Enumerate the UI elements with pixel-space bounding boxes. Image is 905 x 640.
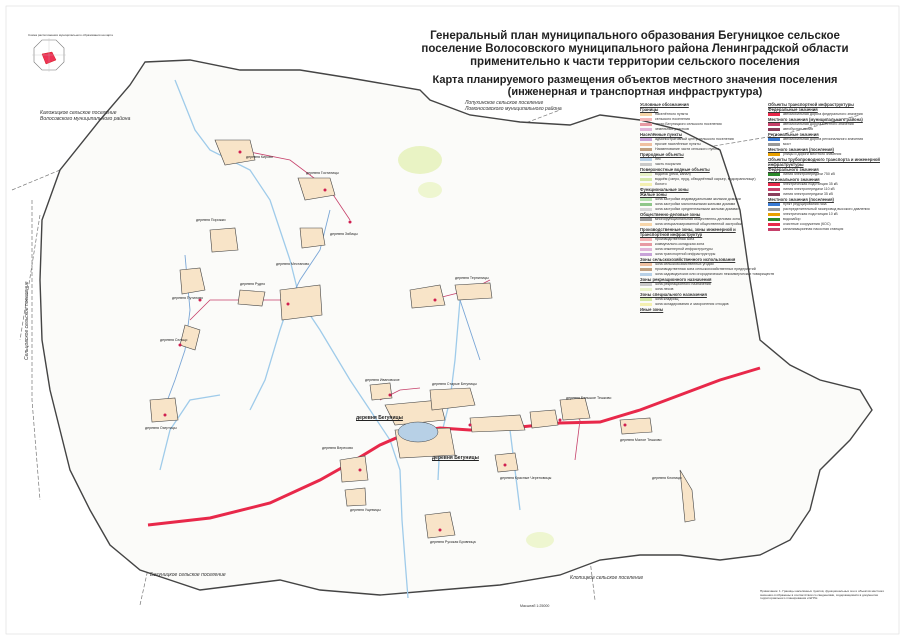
- neighbor-label-sw: Бегуницкое сельское поселение: [150, 572, 226, 578]
- legend-item-label: часть покрытия: [655, 162, 681, 166]
- legend-swatch: [640, 148, 652, 151]
- legend-item-label: водоём (озеро, пруд, обводнённый карьер, водохранилище): [655, 177, 756, 181]
- neighbor-label-n: [465, 100, 562, 112]
- legend-item-label: электрическая подстанция 10 кВ: [783, 212, 838, 216]
- legend-item-label: водоток (река, канал): [655, 172, 691, 176]
- legend-swatch: [768, 188, 780, 191]
- subtitle-line: (инженерная и транспортная инфраструктура): [507, 86, 763, 98]
- legend-swatch: [640, 298, 652, 301]
- legend-swatch: [640, 243, 652, 246]
- legend-swatch: [640, 143, 652, 146]
- legend-swatch: [768, 183, 780, 186]
- locator-inset: [32, 38, 66, 72]
- legend-swatch: [768, 113, 780, 116]
- legend-section-title: Зоны рекреационного назначения: [640, 277, 712, 282]
- village-label: деревня Сельцо: [160, 338, 188, 342]
- legend-item-label: многофункциональная общественно-деловая зона: [655, 217, 740, 221]
- map-scale: Масштаб 1:25000: [520, 604, 550, 608]
- legend-item-label: мост: [783, 142, 791, 146]
- village-label: деревня Вересово: [322, 446, 354, 450]
- legend-swatch: [640, 223, 652, 226]
- village-label: деревня Клопицы: [652, 476, 682, 480]
- legend-section-title: Зоны сельскохозяйственного использования: [640, 257, 736, 262]
- neighbor-label-line: Каложицкое сельское поселение: [40, 110, 117, 116]
- legend-swatch: [640, 113, 652, 116]
- subtitle-line: Карта планируемого размещения объектов местного значения поселения: [432, 74, 838, 86]
- legend-item-label: зона лесов: [655, 287, 674, 291]
- title-line: применительно к части территории сельского поселения: [470, 56, 800, 68]
- legend-section-title: Общественно-деловые зоны: [640, 212, 701, 217]
- legend-swatch: [768, 123, 780, 126]
- legend-swatch: [640, 158, 652, 161]
- neighbor-label-line: Волосовского муниципального района: [40, 116, 131, 122]
- legend-swatch: [768, 193, 780, 196]
- legend-swatch: [640, 198, 652, 201]
- legend-item-label: административный центр сельского поселения: [655, 137, 734, 141]
- legend-swatch: [640, 273, 652, 276]
- legend-swatch: [640, 268, 652, 271]
- legend-header: Объекты транспортной инфраструктуры: [768, 102, 854, 107]
- legend-section-title: Объекты трубопроводного транспорта и инженерной инфраструктуры: [768, 157, 880, 167]
- neighbor-label-line: Ломоносовского муниципального района: [465, 106, 562, 112]
- title-line: Генеральный план муниципального образования Бегуницкое сельское: [430, 30, 840, 42]
- legend-section-title: Функциональные зоны: [640, 187, 689, 192]
- legend-section-title: Местного значения (поселения): [768, 147, 834, 152]
- village-label: деревня Малое Тешково: [620, 438, 662, 442]
- legend-item-label: очистные сооружения (КОС): [783, 222, 831, 226]
- legend-swatch: [640, 248, 652, 251]
- legend-section-title: Иные зоны: [640, 307, 664, 312]
- neighbor-label-line: Лопухинское сельское поселение: [465, 100, 544, 106]
- village-label: деревня Зябицы: [330, 232, 358, 236]
- legend-item-label: Наименование части сельского пункта: [655, 147, 720, 151]
- legend-zones: [640, 102, 775, 312]
- legend-swatch: [640, 238, 652, 241]
- village-label: деревня Терпилицы: [455, 276, 489, 280]
- legend-swatch: [640, 208, 652, 211]
- legend-item-label: электрическая подстанция 35 кВ: [783, 182, 838, 186]
- legend-item-label: линия электропередачи 35 кВ: [783, 192, 833, 196]
- village-label: деревня Большое Тешково: [566, 396, 612, 400]
- village-label: деревня Ивановское: [365, 378, 400, 382]
- legend-swatch: [640, 178, 652, 181]
- legend-item-label: зона специализированной общественной застройки: [655, 222, 742, 226]
- legend-transport: [768, 102, 893, 232]
- legend-item-label: сельского поселения: [655, 117, 690, 121]
- legend-item-label: болото: [655, 182, 667, 186]
- legend-item-label: линия электропередачи 110 кВ: [783, 187, 835, 191]
- legend-section-title: Жилые зоны: [640, 192, 667, 197]
- inset-label: Схема расположения муниципального образования на карте: [28, 33, 114, 37]
- legend-item-label: пункт редуцирования газа: [783, 202, 827, 206]
- legend-item-label: зона транспортной инфраструктуры: [655, 252, 716, 256]
- legend-swatch: [640, 163, 652, 166]
- map-title: [400, 30, 870, 69]
- legend-section-title: Регионального значения: [768, 177, 820, 182]
- legend-swatch: [640, 128, 652, 131]
- legend-swatch: [640, 118, 652, 121]
- legend-item-label: распределительный газопровод высокого давления: [783, 207, 870, 211]
- neighbor-label-w: Сельцовское сельское поселение: [24, 281, 30, 360]
- legend-swatch: [640, 183, 652, 186]
- legend-swatch: [640, 138, 652, 141]
- legend-swatch: [640, 123, 652, 126]
- legend-section-title: Зоны специального назначения: [640, 292, 707, 297]
- neighbor-label-nw: [40, 110, 130, 122]
- legend-swatch: [768, 208, 780, 211]
- village-label: деревня Кирово: [246, 155, 273, 159]
- map-notes: Примечание: 1. Границы населённых пунктов, функциональных зон и объектов местного значения отображены в соответствии со сведениями, содержащимися в документах территориального планирования и ЕГРН.: [760, 589, 885, 601]
- legend-swatch: [640, 203, 652, 206]
- legend-swatch: [768, 228, 780, 231]
- legend-swatch: [768, 203, 780, 206]
- village-label: деревня Старые Бегуницы: [432, 382, 477, 386]
- title-line: поселение Волосовского муниципального района Ленинградской области: [421, 43, 849, 55]
- legend-item-label: зона застройки среднеэтажными жилыми домами: [655, 207, 739, 211]
- legend-item-label: автомобильная дорога федерального значения: [783, 112, 863, 116]
- legend-item-label: зона складирования и захоронения отходов: [655, 302, 729, 306]
- legend-swatch: [640, 283, 652, 286]
- legend-item: [768, 227, 893, 232]
- legend-item-label: производственная зона сельскохозяйственных предприятий: [655, 267, 756, 271]
- village-label: деревня Озертицы: [145, 426, 177, 430]
- legend-item-label: зона садоводческих или огороднических некоммерческих товариществ: [655, 272, 775, 276]
- legend-item-label: зона застройки малоэтажными жилыми домами: [655, 202, 736, 206]
- legend-section-title: Населённые пункты: [640, 132, 683, 137]
- legend-item-label: зона застройки индивидуальными жилыми домами: [655, 197, 741, 201]
- legend-swatch: [768, 153, 780, 156]
- village-label: деревня Рудно: [240, 282, 266, 286]
- village-label: деревня Порожки: [196, 218, 226, 222]
- legend-item-label: лес: [655, 157, 661, 161]
- legend-swatch: [768, 173, 780, 176]
- village-label: деревня Путилово: [172, 296, 203, 300]
- village-label: деревня Местаново: [276, 262, 310, 266]
- village-label: деревня Русская Бровница: [430, 540, 476, 544]
- legend-item-label: части Бегуницкого сельского поселения: [655, 122, 722, 126]
- legend-swatch: [768, 213, 780, 216]
- legend-swatch: [768, 128, 780, 131]
- legend-swatch: [640, 288, 652, 291]
- legend-swatch: [768, 143, 780, 146]
- legend-section-title: Местного значения (муниципального района): [768, 117, 863, 122]
- legend-item-label: зона инженерной инфраструктуры: [655, 247, 713, 251]
- begunitsy-core: [398, 422, 438, 442]
- legend-item-label: зона сельскохозяйственных угодий: [655, 262, 714, 266]
- village-label: деревня Ущевицы: [350, 508, 381, 512]
- legend-section-title: Федеральные значения: [768, 107, 818, 112]
- legend-item-label: зона рекреационного назначения: [655, 282, 711, 286]
- legend-section-title: Поверхностные водные объекты: [640, 167, 710, 172]
- legend-item-label: зона кладбищ: [655, 297, 679, 301]
- legend-item-label: населённого пункта: [655, 112, 688, 116]
- legend-item-label: автобусная линия: [783, 127, 813, 131]
- village-label-main: деревня Бегуницы: [356, 415, 403, 421]
- legend-swatch: [768, 223, 780, 226]
- legend-item-label: коммунально-складская зона: [655, 242, 705, 246]
- legend-section-title: Местного значения (поселения): [768, 197, 834, 202]
- village-label: деревня Гостилицы: [306, 171, 339, 175]
- legend-swatch: [640, 253, 652, 256]
- village-label-main: деревня Бегуницы: [432, 455, 479, 461]
- map-subtitle: [420, 74, 850, 98]
- legend-item-label: канализационная насосная станция: [783, 227, 844, 231]
- legend-item-label: водозабор: [783, 217, 801, 221]
- legend-item-label: прочие населённые пункты: [655, 142, 701, 146]
- legend-swatch: [768, 218, 780, 221]
- neighbor-label-s: Клопицкое сельское поселение: [570, 575, 644, 581]
- legend-item-label: линия электропередачи 750 кВ: [783, 172, 835, 176]
- legend-swatch: [640, 303, 652, 306]
- legend-section-title: Границы: [640, 107, 659, 112]
- legend-swatch: [768, 138, 780, 141]
- legend-section-title: Федерального значения: [768, 167, 819, 172]
- village-label: деревня Красные Череповицы: [500, 476, 552, 480]
- legend-section-title: Производственные зоны, зоны инженерной и транспортной инфраструктур: [640, 227, 736, 237]
- legend-item-label: производственная зона: [655, 237, 695, 241]
- legend-section-title: Природные объекты: [640, 152, 684, 157]
- legend-item-label: земельных участков: [655, 127, 689, 131]
- legend-swatch: [640, 218, 652, 221]
- legend-swatch: [640, 263, 652, 266]
- legend-section-title: Региональные значения: [768, 132, 819, 137]
- legend-item-label: автомобильная дорога регионального значения: [783, 137, 864, 141]
- legend-item-label: улицы и дороги местного значения: [783, 152, 842, 156]
- legend-swatch: [640, 173, 652, 176]
- legend-header: Условные обозначения: [640, 102, 689, 107]
- legend-item-label: автомобильная дорога местного значения: [783, 122, 854, 126]
